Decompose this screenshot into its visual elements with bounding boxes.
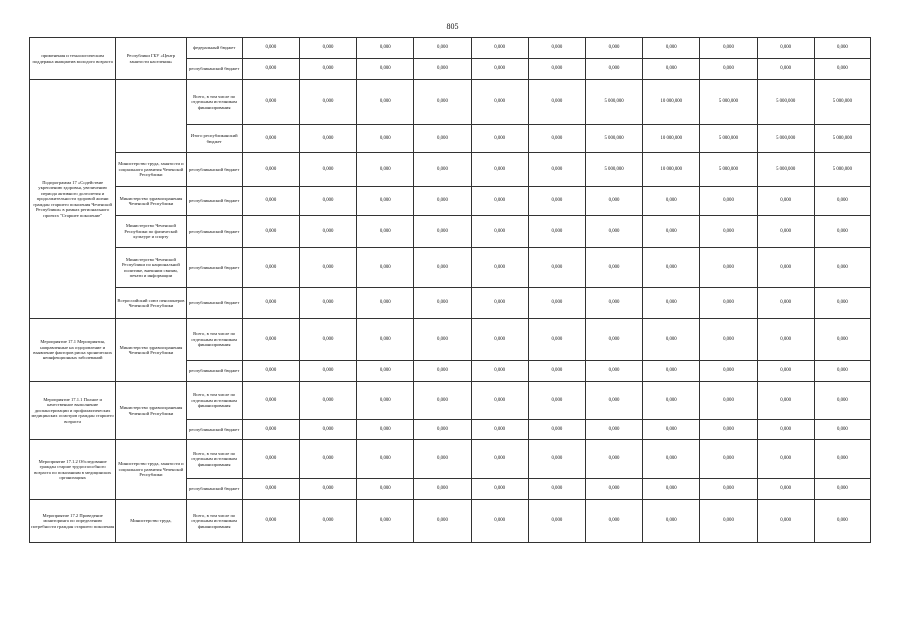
amount-cell: 0,000 [528, 216, 585, 248]
amount-cell: 0,000 [528, 382, 585, 420]
funding-source-cell: республиканский бюджет [186, 187, 242, 216]
amount-cell: 0,000 [357, 382, 414, 420]
amount-cell: 0,000 [585, 500, 642, 543]
amount-cell: 0,000 [357, 153, 414, 187]
amount-cell: 0,000 [242, 361, 299, 382]
executor-cell: Министерство здравоохранения Чеченской Республики [116, 187, 186, 216]
amount-cell: 0,000 [299, 38, 356, 59]
amount-cell: 5 000,000 [814, 80, 870, 125]
table-row [30, 440, 871, 479]
funding-source-cell: республиканский бюджет [186, 288, 242, 319]
table-row [30, 382, 871, 420]
amount-cell: 0,000 [700, 248, 757, 288]
amount-cell: 0,000 [757, 440, 814, 479]
table-row [30, 248, 871, 288]
executor-cell: Министерство Чеченской Республики по физической культуре и спорту [116, 216, 186, 248]
amount-cell: 0,000 [814, 288, 870, 319]
amount-cell: 0,000 [643, 248, 700, 288]
amount-cell: 0,000 [757, 187, 814, 216]
amount-cell: 5 000,000 [757, 153, 814, 187]
funding-source-cell: Всего, в том числе по отдельным источникам финансирования [186, 500, 242, 543]
amount-cell: 0,000 [471, 382, 528, 420]
amount-cell: 0,000 [299, 153, 356, 187]
amount-cell: 0,000 [585, 216, 642, 248]
amount-cell: 0,000 [814, 216, 870, 248]
amount-cell: 0,000 [471, 125, 528, 153]
amount-cell: 0,000 [814, 420, 870, 440]
amount-cell: 0,000 [528, 59, 585, 80]
table-row [30, 187, 871, 216]
amount-cell: 0,000 [757, 319, 814, 361]
funding-source-cell: Всего, в том числе по отдельным источникам финансирования [186, 80, 242, 125]
amount-cell: 0,000 [299, 59, 356, 80]
amount-cell: 0,000 [299, 319, 356, 361]
amount-cell: 0,000 [357, 361, 414, 382]
amount-cell: 0,000 [357, 216, 414, 248]
amount-cell: 0,000 [528, 319, 585, 361]
executor-cell: Всероссийский союз пенсионеров Чеченской Республики [116, 288, 186, 319]
amount-cell: 0,000 [643, 440, 700, 479]
amount-cell: 5 000,000 [700, 153, 757, 187]
amount-cell: 0,000 [528, 80, 585, 125]
amount-cell: 0,000 [357, 319, 414, 361]
amount-cell: 0,000 [700, 288, 757, 319]
table-row [30, 319, 871, 361]
table-row [30, 80, 871, 125]
amount-cell: 0,000 [585, 319, 642, 361]
amount-cell: 0,000 [414, 319, 471, 361]
table-row [30, 38, 871, 59]
amount-cell: 0,000 [643, 420, 700, 440]
amount-cell: 0,000 [757, 382, 814, 420]
amount-cell: 0,000 [585, 248, 642, 288]
funding-source-cell: Всего, в том числе по отдельным источникам финансирования [186, 319, 242, 361]
amount-cell: 0,000 [414, 440, 471, 479]
amount-cell: 0,000 [357, 38, 414, 59]
amount-cell: 0,000 [814, 248, 870, 288]
amount-cell: 0,000 [242, 187, 299, 216]
amount-cell: 0,000 [814, 38, 870, 59]
amount-cell: 0,000 [242, 382, 299, 420]
amount-cell: 0,000 [357, 288, 414, 319]
amount-cell: 0,000 [757, 288, 814, 319]
amount-cell: 0,000 [528, 479, 585, 500]
amount-cell: 0,000 [242, 80, 299, 125]
amount-cell: 0,000 [471, 59, 528, 80]
amount-cell: 0,000 [299, 420, 356, 440]
amount-cell: 0,000 [299, 440, 356, 479]
amount-cell: 0,000 [700, 187, 757, 216]
amount-cell: 0,000 [299, 361, 356, 382]
funding-source-cell: республиканский бюджет [186, 153, 242, 187]
amount-cell: 0,000 [471, 248, 528, 288]
funding-source-cell: республиканский бюджет [186, 361, 242, 382]
executor-cell: Министерство Чеченской Республики по национальной политике, внешним связям, печати и информации [116, 248, 186, 288]
amount-cell: 0,000 [414, 382, 471, 420]
amount-cell: 0,000 [357, 187, 414, 216]
amount-cell: 0,000 [242, 216, 299, 248]
amount-cell: 0,000 [528, 420, 585, 440]
amount-cell: 0,000 [299, 125, 356, 153]
program-name-cell: Мероприятие 17.1.1 Полное и качественное выполнение диспансеризации и профилактических медицинских осмотров граждан старшего возраста [30, 382, 116, 440]
amount-cell: 0,000 [700, 361, 757, 382]
amount-cell: 0,000 [585, 38, 642, 59]
amount-cell: 0,000 [242, 479, 299, 500]
amount-cell: 0,000 [643, 216, 700, 248]
amount-cell: 0,000 [471, 319, 528, 361]
funding-source-cell: республиканский бюджет [186, 248, 242, 288]
amount-cell: 0,000 [357, 59, 414, 80]
amount-cell: 0,000 [471, 361, 528, 382]
amount-cell: 0,000 [700, 440, 757, 479]
amount-cell: 5 000,000 [700, 125, 757, 153]
amount-cell: 0,000 [242, 125, 299, 153]
amount-cell: 0,000 [814, 361, 870, 382]
amount-cell: 0,000 [299, 248, 356, 288]
amount-cell: 0,000 [643, 59, 700, 80]
amount-cell: 0,000 [357, 80, 414, 125]
amount-cell: 0,000 [757, 479, 814, 500]
amount-cell: 0,000 [700, 59, 757, 80]
amount-cell: 0,000 [528, 361, 585, 382]
amount-cell: 0,000 [700, 319, 757, 361]
amount-cell: 0,000 [757, 500, 814, 543]
amount-cell: 0,000 [357, 420, 414, 440]
amount-cell: 0,000 [471, 38, 528, 59]
table-row [30, 153, 871, 187]
amount-cell: 0,000 [414, 80, 471, 125]
amount-cell: 0,000 [242, 319, 299, 361]
amount-cell: 0,000 [700, 479, 757, 500]
amount-cell: 0,000 [414, 38, 471, 59]
amount-cell: 0,000 [585, 288, 642, 319]
amount-cell: 5 000,000 [757, 125, 814, 153]
amount-cell: 0,000 [528, 440, 585, 479]
amount-cell: 0,000 [471, 479, 528, 500]
funding-source-cell: республиканский бюджет [186, 420, 242, 440]
amount-cell: 0,000 [643, 38, 700, 59]
funding-source-cell: республиканский бюджет [186, 479, 242, 500]
amount-cell: 0,000 [643, 319, 700, 361]
executor-cell: Министерство труда, занятости и социального развития Чеченской Республики [116, 440, 186, 500]
amount-cell: 0,000 [357, 440, 414, 479]
amount-cell: 0,000 [528, 187, 585, 216]
amount-cell: 0,000 [585, 187, 642, 216]
amount-cell: 0,000 [643, 288, 700, 319]
amount-cell: 0,000 [299, 187, 356, 216]
funding-source-cell: Итого республиканский бюджет [186, 125, 242, 153]
amount-cell: 0,000 [700, 500, 757, 543]
amount-cell: 0,000 [528, 288, 585, 319]
amount-cell: 0,000 [414, 248, 471, 288]
amount-cell: 0,000 [414, 479, 471, 500]
funding-source-cell: Всего, в том числе по отдельным источникам финансирования [186, 382, 242, 420]
executor-cell: Министерство труда, [116, 500, 186, 543]
amount-cell: 0,000 [299, 500, 356, 543]
program-name-cell: Мероприятие 17.2 Проведение мониторинга по определению потребности граждан старшего поколения [30, 500, 116, 543]
executor-cell: Министерство здравоохранения Чеченской Республики [116, 319, 186, 382]
amount-cell: 0,000 [357, 248, 414, 288]
amount-cell: 5 000,000 [700, 80, 757, 125]
table-row [30, 500, 871, 543]
amount-cell: 0,000 [471, 420, 528, 440]
amount-cell: 0,000 [700, 38, 757, 59]
amount-cell: 0,000 [471, 80, 528, 125]
amount-cell: 0,000 [528, 125, 585, 153]
amount-cell: 0,000 [299, 216, 356, 248]
amount-cell: 0,000 [643, 500, 700, 543]
amount-cell: 0,000 [700, 216, 757, 248]
amount-cell: 5 000,000 [585, 125, 642, 153]
amount-cell: 0,000 [643, 382, 700, 420]
amount-cell: 0,000 [700, 382, 757, 420]
amount-cell: 0,000 [814, 59, 870, 80]
program-name-cell: Мероприятие 17.1.2 Обследование граждан старше трудоспособного возраста по показаниям в медицинских организациях [30, 440, 116, 500]
amount-cell: 0,000 [814, 479, 870, 500]
amount-cell: 0,000 [414, 288, 471, 319]
amount-cell: 0,000 [414, 59, 471, 80]
program-name-cell: Мероприятие 17.1 Мероприятия, направленные на оздоровление и выявление факторов риска хронических неинфекционных заболеваний [30, 319, 116, 382]
amount-cell: 0,000 [585, 382, 642, 420]
executor-cell [116, 80, 186, 153]
amount-cell: 5 000,000 [585, 80, 642, 125]
amount-cell: 0,000 [414, 500, 471, 543]
amount-cell: 0,000 [414, 125, 471, 153]
amount-cell: 0,000 [757, 420, 814, 440]
amount-cell: 5 000,000 [814, 125, 870, 153]
table-row [30, 288, 871, 319]
amount-cell: 0,000 [585, 59, 642, 80]
amount-cell: 0,000 [528, 500, 585, 543]
amount-cell: 0,000 [471, 216, 528, 248]
amount-cell: 0,000 [242, 38, 299, 59]
amount-cell: 0,000 [528, 38, 585, 59]
amount-cell: 0,000 [414, 216, 471, 248]
amount-cell: 0,000 [471, 500, 528, 543]
executor-cell: Министерство здравоохранения Чеченской Республики [116, 382, 186, 440]
amount-cell: 0,000 [357, 125, 414, 153]
amount-cell: 5 000,000 [585, 153, 642, 187]
table-row [30, 216, 871, 248]
amount-cell: 0,000 [814, 187, 870, 216]
amount-cell: 0,000 [471, 153, 528, 187]
amount-cell: 0,000 [700, 420, 757, 440]
amount-cell: 0,000 [643, 479, 700, 500]
executor-cell: Министерство труда, занятости и социального развития Чеченской Республики [116, 153, 186, 187]
amount-cell: 0,000 [414, 361, 471, 382]
amount-cell: 10 000,000 [643, 80, 700, 125]
funding-table [29, 37, 871, 543]
amount-cell: 0,000 [242, 420, 299, 440]
amount-cell: 5 000,000 [757, 80, 814, 125]
amount-cell: 10 000,000 [643, 153, 700, 187]
funding-source-cell: Всего, в том числе по отдельным источникам финансирования [186, 440, 242, 479]
program-name-cell: применения и технологическим поддержка инициатив молодого возраста [30, 38, 116, 80]
funding-source-cell: республиканский бюджет [186, 216, 242, 248]
amount-cell: 0,000 [585, 420, 642, 440]
amount-cell: 0,000 [299, 479, 356, 500]
amount-cell: 0,000 [585, 479, 642, 500]
amount-cell: 0,000 [585, 361, 642, 382]
amount-cell: 0,000 [814, 382, 870, 420]
amount-cell: 0,000 [242, 59, 299, 80]
amount-cell: 0,000 [242, 248, 299, 288]
amount-cell: 0,000 [299, 382, 356, 420]
amount-cell: 0,000 [414, 153, 471, 187]
amount-cell: 0,000 [242, 500, 299, 543]
page-number: 805 [446, 22, 459, 31]
executor-cell: Республики ГБУ «Центр занятости населения» [116, 38, 186, 80]
amount-cell: 0,000 [814, 500, 870, 543]
amount-cell: 0,000 [814, 440, 870, 479]
funding-source-cell: республиканский бюджет [186, 59, 242, 80]
amount-cell: 0,000 [757, 216, 814, 248]
funding-source-cell: федеральный бюджет [186, 38, 242, 59]
amount-cell: 10 000,000 [643, 125, 700, 153]
amount-cell: 0,000 [471, 288, 528, 319]
program-name-cell: Подпрограмма 17 «Содействие укреплению здоровья, увеличению периода активного долголетия и продолжительности здоровой жизни граждан старшего поколения Чеченской Республики» в рамках регионального проекта "Старшее поколение" [30, 80, 116, 319]
amount-cell: 0,000 [242, 288, 299, 319]
amount-cell: 0,000 [757, 248, 814, 288]
amount-cell: 0,000 [757, 38, 814, 59]
amount-cell: 0,000 [585, 440, 642, 479]
amount-cell: 0,000 [299, 80, 356, 125]
amount-cell: 0,000 [643, 187, 700, 216]
amount-cell: 0,000 [414, 420, 471, 440]
amount-cell: 5 000,000 [814, 153, 870, 187]
amount-cell: 0,000 [242, 440, 299, 479]
amount-cell: 0,000 [471, 187, 528, 216]
amount-cell: 0,000 [757, 361, 814, 382]
amount-cell: 0,000 [528, 153, 585, 187]
amount-cell: 0,000 [814, 319, 870, 361]
amount-cell: 0,000 [757, 59, 814, 80]
amount-cell: 0,000 [471, 440, 528, 479]
amount-cell: 0,000 [414, 187, 471, 216]
amount-cell: 0,000 [357, 500, 414, 543]
amount-cell: 0,000 [357, 479, 414, 500]
amount-cell: 0,000 [299, 288, 356, 319]
amount-cell: 0,000 [528, 248, 585, 288]
amount-cell: 0,000 [242, 153, 299, 187]
amount-cell: 0,000 [643, 361, 700, 382]
